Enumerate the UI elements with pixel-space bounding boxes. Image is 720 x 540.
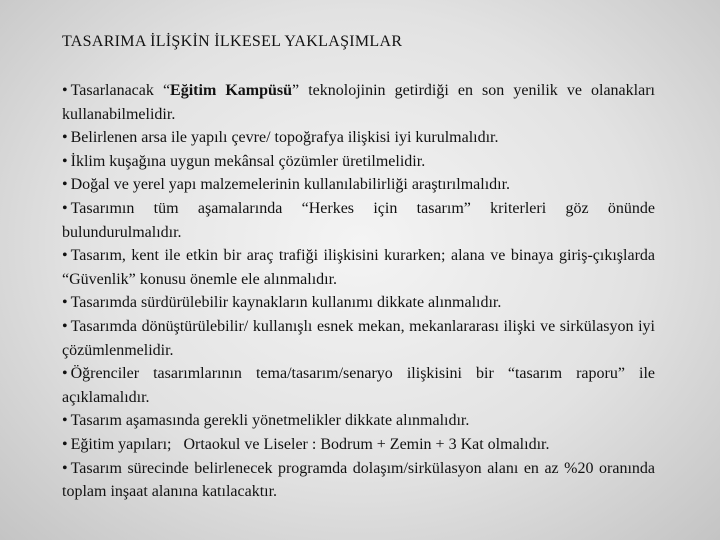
bullet-text-2: Belirlenen arsa ile yapılı çevre/ topoğrafya ilişkisi iyi kurulmalıdır.	[70, 129, 499, 147]
bullet-mark: •	[62, 317, 68, 335]
bullet-text-9: Öğrenciler tasarımlarının tema/tasarım/senaryo ilişkisini bir “tasarım raporu” ile açıklamalıdır.	[62, 365, 655, 406]
bullet-mark: •	[62, 459, 68, 477]
bullet-item-6	[62, 244, 655, 291]
bullet-mark: •	[62, 435, 68, 453]
bullet-mark: •	[62, 129, 68, 147]
bullet-text-7: Tasarımda sürdürülebilir kaynakların kullanımı dikkate alınmalıdır.	[70, 294, 502, 312]
bullet-mark: •	[62, 365, 68, 383]
bullet-text-12: Tasarım sürecinde belirlenecek programda dolaşım/sirkülasyon alanı en az %20 oranında toplam inşaat alanına katılacaktır.	[62, 459, 655, 501]
bullet-list	[62, 79, 655, 504]
bullet-mark: •	[62, 294, 68, 312]
bullet-item-7	[62, 291, 655, 315]
bullet-mark: •	[62, 152, 68, 170]
slide-title: TASARIMA İLİŞKİN İLKESEL YAKLAŞIMLAR	[62, 33, 403, 50]
bullet-mark: •	[62, 82, 68, 99]
bullet-text-1-bold-term: Eğitim Kampüsü	[170, 82, 293, 99]
bullet-item-8	[62, 315, 655, 362]
bullet-mark: •	[62, 199, 68, 217]
bullet-item-3	[62, 150, 655, 174]
bullet-mark: •	[62, 176, 68, 194]
bullet-text-1-start: Tasarlanacak “	[70, 82, 171, 99]
bullet-item-1	[62, 79, 655, 126]
bullet-item-2	[62, 126, 655, 150]
bullet-text-8: Tasarımda dönüştürülebilir/ kullanışlı esnek mekan, mekanlararası ilişki ve sirkülasyon iyi çözümlenmelidir.	[62, 317, 655, 359]
bullet-mark: •	[62, 247, 68, 265]
bullet-text-10: Tasarım aşamasında gerekli yönetmelikler dikkate alınmalıdır.	[70, 412, 470, 430]
bullet-text-4: Doğal ve yerel yapı malzemelerinin kullanılabilirliği araştırılmalıdır.	[70, 176, 511, 194]
bullet-mark: •	[62, 412, 68, 430]
bullet-text-1-end: ” teknolojinin getirdiği en son yenilik ve olanakları kullanabilmelidir.	[62, 82, 655, 123]
bullet-text-5: Tasarımın tüm aşamalarında “Herkes için tasarım” kriterleri göz önünde bulundurulmalıdır.	[62, 199, 655, 241]
bullet-text-11: Eğitim yapıları; Ortaokul ve Liseler : Bodrum + Zemin + 3 Kat olmalıdır.	[70, 435, 550, 453]
bullet-item-12	[62, 457, 655, 504]
bullet-item-11	[62, 433, 655, 457]
bullet-item-4	[62, 173, 655, 197]
bullet-item-5	[62, 197, 655, 244]
bullet-text-6: Tasarım, kent ile etkin bir araç trafiği ilişkisini kurarken; alana ve binaya giriş-çıkışlarda “Güvenlik” konusu önemle ele alınmalıdır.	[62, 247, 655, 288]
bullet-text-3: İklim kuşağına uygun mekânsal çözümler üretilmelidir.	[70, 152, 426, 170]
bullet-item-9	[62, 362, 655, 409]
bullet-item-10	[62, 409, 655, 433]
